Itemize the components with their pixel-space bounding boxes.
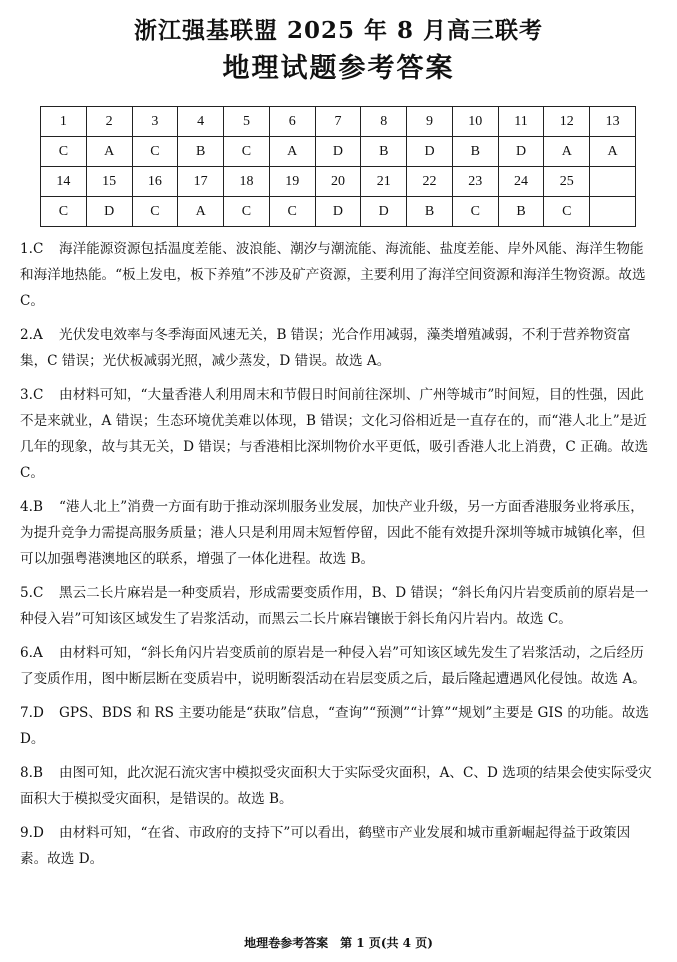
- explanation-text: 海洋能源资源包括温度差能、波浪能、潮汐与潮流能、海流能、盐度差能、岸外风能、海洋生物能和海洋地热能。“板上发电，板下养殖”不涉及矿产资源，主要利用了海洋空间资源和海洋生物资源。故选 C。: [20, 241, 646, 309]
- question-number-cell: 2: [86, 107, 132, 137]
- answer-cell: D: [361, 197, 407, 227]
- explanation-item: [20, 700, 656, 752]
- answer-cell: [590, 197, 636, 227]
- answer-cell: C: [224, 197, 270, 227]
- question-number-cell: 22: [407, 167, 453, 197]
- question-number-cell: 18: [224, 167, 270, 197]
- answer-cell: C: [41, 137, 87, 167]
- explanation-list: [20, 236, 656, 880]
- answer-cell: C: [452, 197, 498, 227]
- answer-cell: A: [544, 137, 590, 167]
- question-number-cell: 11: [498, 107, 544, 137]
- question-number-cell: 23: [452, 167, 498, 197]
- answer-row: [41, 197, 636, 227]
- answer-letter: C: [32, 585, 44, 601]
- answer-cell: D: [315, 197, 361, 227]
- answer-letter: B: [32, 765, 43, 781]
- question-number: 6.: [20, 645, 33, 661]
- question-number: 4.: [20, 499, 33, 515]
- explanation-text: 黑云二长片麻岩是一种变质岩，形成需要变质作用，B、D 错误；“斜长角闪片岩变质前的原岩是一种侵入岩”可知该区域发生了岩浆活动，而黑云二长片麻岩镶嵌于斜长角闪片岩内。故选 C。: [20, 585, 649, 627]
- answer-letter: D: [32, 705, 44, 721]
- explanation-text: “港人北上”消费一方面有助于推动深圳服务业发展，加快产业升级，另一方面香港服务业将承压，为提升竞争力需提高服务质量；港人只是利用周末短暂停留，因此不能有效提升深圳等城市城镇化率，但可以加强粤港澳地区的联系，增强了一体化进程。故选 B。: [20, 499, 646, 567]
- question-number: 7.: [20, 705, 33, 721]
- question-number-cell: [590, 167, 636, 197]
- question-number: 5.: [20, 585, 33, 601]
- answer-letter: B: [32, 499, 43, 515]
- question-number-cell: 1: [41, 107, 87, 137]
- answer-cell: D: [407, 137, 453, 167]
- question-number-cell: 19: [269, 167, 315, 197]
- question-number-cell: 13: [590, 107, 636, 137]
- explanation-text: 由图可知，此次泥石流灾害中模拟受灾面积大于实际受灾面积，A、C、D 选项的结果会使实际受灾面积大于模拟受灾面积，是错误的。故选 B。: [20, 765, 652, 807]
- question-number-cell: 14: [41, 167, 87, 197]
- answer-cell: C: [269, 197, 315, 227]
- question-number-row: [41, 107, 636, 137]
- question-number: 8.: [20, 765, 33, 781]
- answer-row: [41, 137, 636, 167]
- question-number-cell: 10: [452, 107, 498, 137]
- answer-cell: D: [86, 197, 132, 227]
- page-footer: 地理卷参考答案 第 1 页(共 4 页): [244, 936, 433, 950]
- explanation-item: [20, 760, 656, 812]
- explanation-item: [20, 382, 656, 486]
- question-number-cell: 25: [544, 167, 590, 197]
- question-number: 1.: [20, 241, 33, 257]
- answer-cell: C: [224, 137, 270, 167]
- answer-table: [40, 106, 636, 227]
- explanation-text: 由材料可知，“大量香港人利用周末和节假日时间前往深圳、广州等城市”时间短，目的性强，因此不是来就业，A 错误；生态环境优美难以体现，B 错误；文化习俗相近是一直存在的，而“港人北上”是近几年的现象，故与其无关，D 错误；与香港相比深圳物价水平更低，吸引香港人北上消费，C 正确。故选 C。: [20, 387, 649, 481]
- answer-cell: C: [41, 197, 87, 227]
- explanation-item: [20, 322, 656, 374]
- question-number: 3.: [20, 387, 33, 403]
- explanation-text: 光伏发电效率与冬季海面风速无关，B 错误；光合作用减弱，藻类增殖减弱，不利于营养物资富集，C 错误；光伏板减弱光照，减少蒸发，D 错误。故选 A。: [20, 327, 631, 369]
- answer-cell: A: [86, 137, 132, 167]
- answer-cell: A: [590, 137, 636, 167]
- exam-title: 浙江强基联盟 2025 年 8 月高三联考: [133, 17, 544, 44]
- question-number-cell: 16: [132, 167, 178, 197]
- answer-letter: D: [32, 825, 44, 841]
- answer-cell: A: [178, 197, 224, 227]
- question-number-cell: 17: [178, 167, 224, 197]
- answer-cell: B: [452, 137, 498, 167]
- explanation-text: GPS、BDS 和 RS 主要功能是“获取”信息，“查询”“预测”“计算”“规划”主要是 GIS 的功能。故选 D。: [20, 705, 649, 747]
- explanation-text: 由材料可知，“斜长角闪片岩变质前的原岩是一种侵入岩”可知该区域先发生了岩浆活动，之后经历了变质作用，图中断层断在变质岩中，说明断裂活动在岩层变质之后，最后隆起遭遇风化侵蚀。故选 A。: [20, 645, 646, 687]
- question-number-cell: 21: [361, 167, 407, 197]
- question-number-row: [41, 167, 636, 197]
- question-number-cell: 6: [269, 107, 315, 137]
- question-number-cell: 8: [361, 107, 407, 137]
- answer-letter: C: [32, 241, 44, 257]
- question-number-cell: 5: [224, 107, 270, 137]
- question-number: 2.: [20, 327, 33, 343]
- answer-letter: A: [32, 645, 43, 661]
- answer-cell: D: [315, 137, 361, 167]
- answer-letter: A: [32, 327, 43, 343]
- question-number-cell: 15: [86, 167, 132, 197]
- explanation-item: [20, 580, 656, 632]
- answer-cell: B: [498, 197, 544, 227]
- answer-letter: C: [32, 387, 44, 403]
- explanation-item: [20, 236, 656, 314]
- answer-cell: A: [269, 137, 315, 167]
- explanation-item: [20, 494, 656, 572]
- question-number-cell: 4: [178, 107, 224, 137]
- answer-cell: D: [498, 137, 544, 167]
- explanation-text: 由材料可知，“在省、市政府的支持下”可以看出，鹤壁市产业发展和城市重新崛起得益于政策因素。故选 D。: [20, 825, 631, 867]
- answer-cell: C: [132, 197, 178, 227]
- answer-cell: C: [132, 137, 178, 167]
- question-number-cell: 3: [132, 107, 178, 137]
- question-number: 9.: [20, 825, 33, 841]
- answer-cell: B: [178, 137, 224, 167]
- explanation-item: [20, 820, 656, 872]
- question-number-cell: 20: [315, 167, 361, 197]
- question-number-cell: 7: [315, 107, 361, 137]
- question-number-cell: 24: [498, 167, 544, 197]
- answer-cell: B: [407, 197, 453, 227]
- question-number-cell: 12: [544, 107, 590, 137]
- question-number-cell: 9: [407, 107, 453, 137]
- answer-cell: C: [544, 197, 590, 227]
- explanation-item: [20, 640, 656, 692]
- answer-cell: B: [361, 137, 407, 167]
- answer-key-title: 地理试题参考答案: [222, 53, 455, 84]
